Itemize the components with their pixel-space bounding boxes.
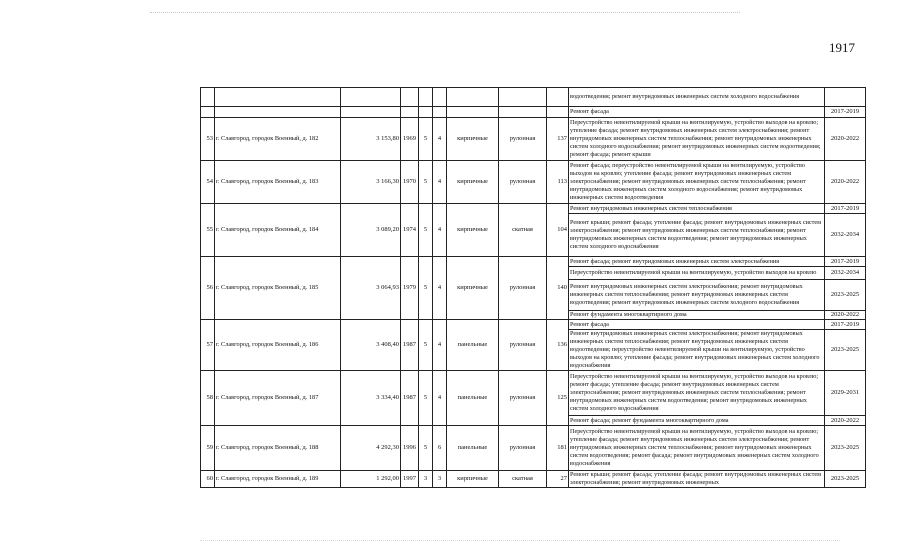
area-cell: 1 292,00: [341, 471, 401, 488]
work-period: 2032-2034: [825, 267, 866, 280]
table-body: [201, 88, 866, 488]
address-cell: г. Славгород, городок Военный, д. 186: [215, 320, 341, 371]
year-built-cell: 1987: [401, 320, 419, 371]
work-description: Ремонт фасада; переустройство невентилируемой крыши на вентилируемую, устройство выходов на кровлю; утепление фасада; ремонт внутридомовых инженерных систем электроснабжения; ремонт внутридомовых инженерных систем теплоснабжения; ремонт внутридомовых инженерных систем холодного водоснабжения; ремонт внутридомовых инженерных систем водоотведения: [569, 161, 825, 204]
row-number: 53: [201, 118, 215, 161]
address-cell: г. Славгород, городок Военный, д. 187: [215, 371, 341, 426]
work-description: Ремонт внутридомовых инженерных систем теплоснабжения: [569, 204, 825, 214]
cell-empty: [201, 88, 215, 107]
year-built-cell: 1969: [401, 118, 419, 161]
cell-empty: [401, 88, 419, 107]
residents-cell: 113: [547, 161, 569, 204]
work-description: Ремонт фасада; ремонт фундамента многоквартирного дома: [569, 416, 825, 426]
area-cell: 3 408,40: [341, 320, 401, 371]
address-cell: г. Славгород, городок Военный, д. 189: [215, 471, 341, 488]
row-number: 56: [201, 257, 215, 320]
work-description: Ремонт крыши; ремонт фасада; утепление фасада; ремонт внутридомовых инженерных систем электроснабжения; ремонт внутридомовых инженерных: [569, 471, 825, 488]
cell-empty: [547, 88, 569, 107]
row-number: 55: [201, 204, 215, 257]
area-cell: 3 166,30: [341, 161, 401, 204]
floors-cell: [419, 107, 433, 118]
cell-empty: [433, 88, 447, 107]
row-number: 60: [201, 471, 215, 488]
address-cell: [215, 107, 341, 118]
work-description: Ремонт фасада: [569, 107, 825, 118]
roof-type-cell: скатная: [499, 471, 547, 488]
entrances-cell: 4: [433, 257, 447, 320]
entrances-cell: 4: [433, 204, 447, 257]
walls-material-cell: кирпичные: [447, 471, 499, 488]
area-cell: 4 292,30: [341, 426, 401, 471]
area-cell: 3 089,20: [341, 204, 401, 257]
address-cell: г. Славгород, городок Военный, д. 184: [215, 204, 341, 257]
table-row: [201, 107, 866, 118]
area-cell: 3 064,93: [341, 257, 401, 320]
walls-material-cell: кирпичные: [447, 257, 499, 320]
area-cell: 3 153,80: [341, 118, 401, 161]
table-row: [201, 161, 866, 204]
year-built-cell: 1997: [401, 471, 419, 488]
roof-type-cell: рулонная: [499, 118, 547, 161]
work-period: 2023-2025: [825, 280, 866, 311]
floors-cell: 5: [419, 257, 433, 320]
row-number: 57: [201, 320, 215, 371]
table-row: [201, 118, 866, 161]
work-period: 2032-2034: [825, 214, 866, 257]
table-row: [201, 471, 866, 488]
year-built-cell: 1996: [401, 426, 419, 471]
cell-empty: [341, 88, 401, 107]
work-period: 2017-2019: [825, 107, 866, 118]
roof-type-cell: рулонная: [499, 371, 547, 426]
cell-empty: [447, 88, 499, 107]
residents-cell: 27: [547, 471, 569, 488]
work-period: 2029-2031: [825, 371, 866, 416]
work-description: Ремонт фундамента многоквартирного дома: [569, 311, 825, 320]
walls-material-cell: панельные: [447, 426, 499, 471]
roof-type-cell: рулонная: [499, 426, 547, 471]
work-period: 2023-2025: [825, 426, 866, 471]
work-period: 2017-2019: [825, 257, 866, 267]
work-description: Переустройство невентилируемой крыши на вентилируемую, устройство выходов на кровлю; утепление фасада; ремонт внутридомовых инженерных систем электроснабжения; ремонт внутридомовых инженерных систем теплоснабжения; ремонт внутридомовых инженерных систем водоотведения; ремонт фасада; ремонт внутридомовых инженерных систем холодного водоснабжения: [569, 426, 825, 471]
table-row: [201, 204, 866, 214]
year-built-cell: 1979: [401, 257, 419, 320]
walls-material-cell: кирпичные: [447, 161, 499, 204]
row-number: [201, 107, 215, 118]
floors-cell: 5: [419, 204, 433, 257]
roof-type-cell: рулонная: [499, 320, 547, 371]
residents-cell: 125: [547, 371, 569, 426]
entrances-cell: 6: [433, 426, 447, 471]
page-number: 1917: [829, 40, 855, 55]
walls-material-cell: панельные: [447, 371, 499, 426]
address-cell: г. Славгород, городок Военный, д. 182: [215, 118, 341, 161]
table-row: [201, 320, 866, 330]
row-number: 58: [201, 371, 215, 426]
work-description: Переустройство невентилируемой крыши на вентилируемую, устройство выходов на кровлю; утепление фасада; ремонт внутридомовых инженерных систем электроснабжения; ремонт внутридомовых инженерных систем теплоснабжения; ремонт внутридомовых инженерных систем холодного водоснабжения; ремонт внутридомовых инженерных систем водоотведения; ремонт фасада; ремонт крыши: [569, 118, 825, 161]
address-cell: г. Славгород, городок Военный, д. 188: [215, 426, 341, 471]
work-period: 2020-2022: [825, 118, 866, 161]
year-built-cell: [401, 107, 419, 118]
work-period: 2017-2019: [825, 320, 866, 330]
entrances-cell: 4: [433, 371, 447, 426]
residents-cell: 104: [547, 204, 569, 257]
entrances-cell: 3: [433, 471, 447, 488]
work-description: Переустройство невентилируемой крыши на вентилируемую, устройство выходов на кровлю; ремонт фасада; утепление фасада; ремонт внутридомовых инженерных систем электроснабжения; ремонт внутридомовых инженерных систем теплоснабжения; ремонт внутридомовых инженерных систем водоотведения; ремонт внутридомовых инженерных систем холодного водоснабжения: [569, 371, 825, 416]
walls-material-cell: панельные: [447, 320, 499, 371]
work-period: 2020-2022: [825, 311, 866, 320]
work-description: Ремонт внутридомовых инженерных систем электроснабжения; ремонт внутридомовых инженерных систем теплоснабжения; ремонт внутридомовых инженерных систем водоотведения; переустройство невентилируемой крыши на вентилируемую, устройство выходов на кровлю; утепление фасада; ремонт внутридомовых инженерных систем холодного водоснабжения: [569, 330, 825, 371]
floors-cell: 5: [419, 320, 433, 371]
continuation-row: [201, 88, 866, 107]
cell-empty: [825, 88, 866, 107]
work-period: 2023-2025: [825, 330, 866, 371]
year-built-cell: 1974: [401, 204, 419, 257]
area-cell: 3 334,40: [341, 371, 401, 426]
table-row: [201, 257, 866, 267]
work-description: Ремонт фасада; ремонт внутридомовых инженерных систем электроснабжения: [569, 257, 825, 267]
row-number: 54: [201, 161, 215, 204]
floors-cell: 5: [419, 426, 433, 471]
cell-empty: [419, 88, 433, 107]
scan-bottom-edge: [200, 540, 840, 541]
cell-empty: [499, 88, 547, 107]
roof-type-cell: рулонная: [499, 257, 547, 320]
floors-cell: 5: [419, 118, 433, 161]
work-description: Ремонт внутридомовых инженерных систем электроснабжения; ремонт внутридомовых инженерных систем теплоснабжения; ремонт внутридомовых инженерных систем водоотведения; ремонт внутридомовых инженерных систем холодного водоснабжения: [569, 280, 825, 311]
roof-type-cell: рулонная: [499, 161, 547, 204]
walls-material-cell: кирпичные: [447, 118, 499, 161]
work-description: Переустройство невентилируемой крыши на вентилируемую, устройство выходов на кровлю: [569, 267, 825, 280]
residents-cell: 137: [547, 118, 569, 161]
work-description: Ремонт крыши; ремонт фасада; утепление фасада; ремонт внутридомовых инженерных систем электроснабжения; ремонт внутридомовых инженерных систем теплоснабжения; ремонт внутридомовых инженерных систем водоотведения; ремонт внутридомовых инженерных систем холодного водоснабжения: [569, 214, 825, 257]
work-period: 2017-2019: [825, 204, 866, 214]
residents-cell: 140: [547, 257, 569, 320]
entrances-cell: 4: [433, 161, 447, 204]
table-row: [201, 371, 866, 416]
cell-empty: [215, 88, 341, 107]
entrances-cell: 4: [433, 118, 447, 161]
row-number: 59: [201, 426, 215, 471]
scan-top-edge: [150, 12, 740, 13]
residents-cell: [547, 107, 569, 118]
year-built-cell: 1987: [401, 371, 419, 426]
walls-material-cell: кирпичные: [447, 204, 499, 257]
roof-type-cell: [499, 107, 547, 118]
residents-cell: 181: [547, 426, 569, 471]
floors-cell: 5: [419, 161, 433, 204]
entrances-cell: [433, 107, 447, 118]
work-period: 2023-2025: [825, 471, 866, 488]
entrances-cell: 4: [433, 320, 447, 371]
work-period: 2020-2022: [825, 416, 866, 426]
work-period: 2020-2022: [825, 161, 866, 204]
work-description: водоотведения; ремонт внутридомовых инженерных систем холодного водоснабжения: [569, 88, 825, 107]
roof-type-cell: скатная: [499, 204, 547, 257]
address-cell: г. Славгород, городок Военный, д. 183: [215, 161, 341, 204]
housing-repair-table: [200, 87, 866, 488]
table-row: [201, 426, 866, 471]
area-cell: [341, 107, 401, 118]
work-description: Ремонт фасада: [569, 320, 825, 330]
floors-cell: 3: [419, 471, 433, 488]
floors-cell: 5: [419, 371, 433, 426]
walls-material-cell: [447, 107, 499, 118]
year-built-cell: 1970: [401, 161, 419, 204]
residents-cell: 136: [547, 320, 569, 371]
address-cell: г. Славгород, городок Военный, д. 185: [215, 257, 341, 320]
